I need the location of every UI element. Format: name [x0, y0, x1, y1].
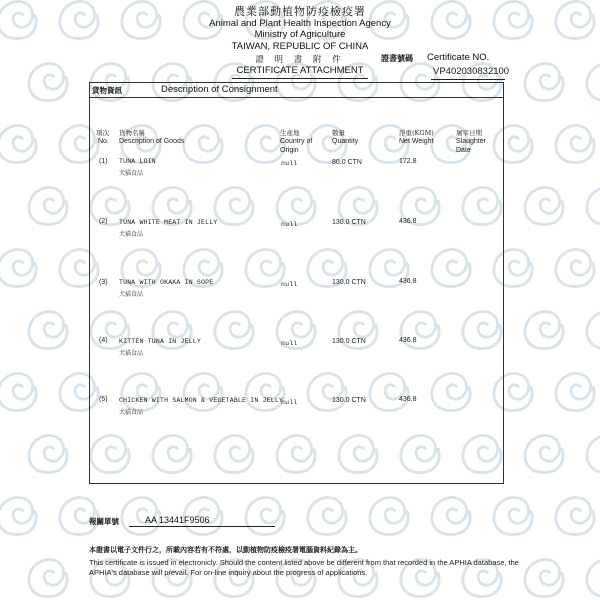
row-4-goods-cjk: 犬貓食品: [119, 350, 144, 357]
column-origin-cjk: 生產地: [280, 129, 300, 137]
column-origin: Country of Origin: [280, 138, 313, 154]
consignment-label-cjk: 貨物資訊: [92, 86, 122, 95]
certificate-number-underline: [431, 79, 505, 80]
customs-declaration-underline: [129, 526, 275, 527]
column-quantity: Quantity: [332, 138, 359, 145]
row-2-net-weight: 436.8: [399, 218, 417, 225]
row-3-goods: TUNA WITH OKAKA IN SOPE: [119, 279, 214, 286]
row-3-net-weight: 436.8: [399, 278, 417, 285]
row-5-no: (5): [99, 396, 108, 403]
attachment-title: CERTIFICATE ATTACHMENT: [236, 65, 364, 76]
row-5-goods: CHICKEN WITH SALMON & VEGETABLE IN JELLY: [119, 397, 284, 404]
row-1-net-weight: 172.8: [399, 158, 417, 165]
row-1-quantity: 80.0 CTN: [332, 159, 362, 166]
row-2-goods-cjk: 犬貓食品: [119, 231, 144, 238]
column-net-weight: Net Weight: [399, 138, 434, 145]
row-4-origin: null: [281, 340, 298, 347]
consignment-title: Description of Consignment: [161, 84, 278, 95]
attachment-title-cjk: 證 明 書 附 件: [255, 55, 345, 65]
certificate-number-label-cjk: 證書號碼: [381, 53, 413, 63]
consignment-header-divider: [89, 97, 503, 98]
row-3-goods-cjk: 犬貓食品: [119, 291, 144, 298]
row-5-goods-cjk: 犬貓食品: [119, 409, 144, 416]
row-2-goods: TUNA WHITE MEAT IN JELLY: [119, 219, 218, 226]
column-goods: Description of Goods: [119, 138, 185, 145]
row-4-no: (4): [99, 337, 108, 344]
row-1-origin: null: [281, 160, 298, 167]
title-underline: [232, 78, 368, 79]
agency-name-cjk: 農業部動植物防疫檢疫署: [234, 5, 366, 18]
row-5-net-weight: 436.8: [399, 396, 417, 403]
row-4-goods: KITTEN TUNA IN JELLY: [119, 338, 202, 345]
row-3-origin: null: [281, 281, 298, 288]
ministry-name: Ministry of Agriculture: [254, 29, 346, 40]
row-1-no: (1): [99, 158, 108, 165]
column-goods-cjk: 貨物名稱: [119, 129, 145, 137]
column-slaughter-date: Slaughter Date: [456, 138, 486, 154]
row-2-origin: null: [281, 221, 298, 228]
electronic-notice-cjk: 本證書以電子文件行之，所載內容若有不符處，以動植物防疫檢疫署電腦資料紀錄為主。: [89, 545, 362, 554]
agency-name: Animal and Plant Health Inspection Agency: [209, 18, 391, 29]
electronic-notice: This certificate is issued in electronicly. Should the content listed above be different from that recorded in the APHIA database, the APHIA's database will prevail. For on-line inquiry about the progress of applications.: [89, 558, 519, 577]
column-quantity-cjk: 數量: [332, 129, 345, 137]
customs-declaration-number: AA 13441F9506: [145, 515, 210, 525]
column-no-cjk: 項次: [96, 129, 109, 137]
column-slaughter-date-cjk: 屠宰日期: [456, 129, 482, 137]
row-2-quantity: 130.0 CTN: [332, 219, 366, 226]
certificate-number-label: Certificate NO.: [427, 52, 490, 63]
customs-declaration-label-cjk: 報關單號: [89, 517, 119, 526]
row-2-no: (2): [99, 218, 108, 225]
row-1-goods: TUNA LOIN: [119, 158, 156, 165]
row-5-quantity: 130.0 CTN: [332, 397, 366, 404]
row-4-quantity: 130.0 CTN: [332, 338, 366, 345]
column-no: No.: [98, 138, 109, 145]
row-3-quantity: 130.0 CTN: [332, 279, 366, 286]
row-3-no: (3): [99, 279, 108, 286]
column-net-weight-cjk: 淨重(KGM): [399, 129, 434, 137]
country-name: TAIWAN, REPUBLIC OF CHINA: [231, 41, 369, 52]
row-4-net-weight: 436.8: [399, 337, 417, 344]
certificate-number: VP402030832100: [433, 66, 510, 77]
row-5-origin: null: [281, 399, 298, 406]
row-1-goods-cjk: 犬貓食品: [119, 170, 144, 177]
